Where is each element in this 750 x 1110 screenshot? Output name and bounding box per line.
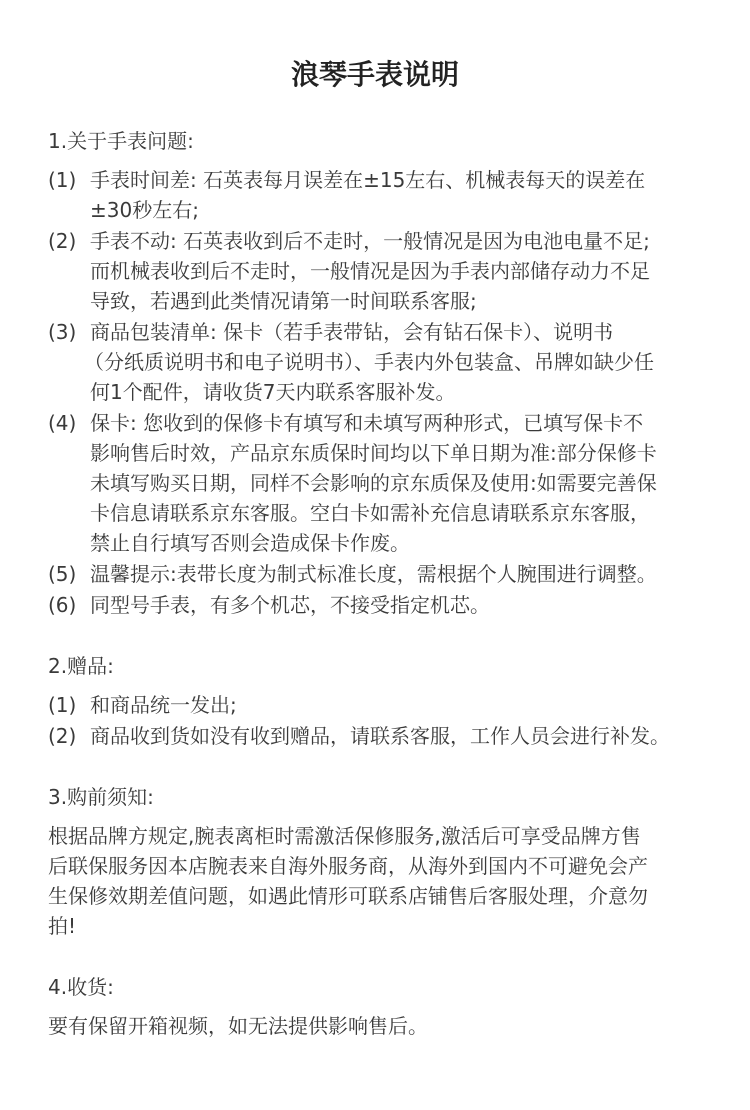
item-text: 手表不动: 石英表收到后不走时，一般情况是因为电池电量不足; — [90, 229, 650, 253]
section-heading-gifts: 2.赠品: — [48, 654, 114, 678]
item-text: 温馨提示:表带长度为制式标准长度，需根据个人腕围进行调整。 — [90, 562, 657, 586]
item-text-continued: 未填写购买日期，同样不会影响的京东质保及使用:如需要完善保 — [90, 471, 657, 495]
item-number: (3) — [48, 320, 77, 344]
list-item — [48, 590, 708, 620]
item-text: 和商品统一发出; — [90, 693, 237, 717]
page-title: 浪琴手表说明 — [290, 58, 459, 91]
list-item — [48, 559, 708, 589]
list-item — [48, 226, 708, 256]
item-text: 商品包装清单: 保卡（若手表带钻，会有钻石保卡）、说明书 — [90, 320, 614, 344]
item-text: 手表时间差: 石英表每月误差在±15左右、机械表每天的误差在 — [90, 168, 646, 192]
section-heading-watch-issues: 1.关于手表问题: — [48, 129, 194, 153]
item-text-continued: （分纸质说明书和电子说明书）、手表内外包装盒、吊牌如缺少任 — [84, 350, 654, 374]
item-number: (4) — [48, 411, 77, 435]
item-text-continued: 禁止自行填写否则会造成保卡作废。 — [90, 531, 410, 555]
item-number: (6) — [48, 593, 77, 617]
item-number: (1) — [48, 693, 77, 717]
item-text-continued: 影响售后时效，产品京东质保时间均以下单日期为准:部分保修卡 — [90, 441, 657, 465]
paragraph-line: 根据品牌方规定,腕表离柜时需激活保修服务,激活后可享受品牌方售 — [48, 824, 641, 848]
item-text-continued: ±30秒左右; — [90, 198, 199, 222]
list-item — [48, 690, 708, 720]
paragraph-line: 生保修效期差值问题，如遇此情形可联系店铺售后客服处理，介意勿 — [48, 884, 648, 908]
item-number: (5) — [48, 562, 77, 586]
item-text: 同型号手表，有多个机芯，不接受指定机芯。 — [90, 593, 490, 617]
list-item — [48, 165, 708, 195]
paragraph-line: 后联保服务因本店腕表来自海外服务商，从海外到国内不可避免会产 — [48, 854, 648, 878]
item-text-continued: 卡信息请联系京东客服。空白卡如需补充信息请联系京东客服， — [90, 501, 650, 525]
paragraph-line: 要有保留开箱视频，如无法提供影响售后。 — [48, 1014, 428, 1038]
item-number: (2) — [48, 724, 77, 748]
section-heading-purchase-notice: 3.购前须知: — [48, 785, 154, 809]
list-item — [48, 721, 708, 751]
item-text: 商品收到货如没有收到赠品，请联系客服，工作人员会进行补发。 — [90, 724, 670, 748]
section-heading-receiving: 4.收货: — [48, 975, 114, 999]
item-text-continued: 而机械表收到后不走时，一般情况是因为手表内部储存动力不足 — [90, 259, 650, 283]
item-text-continued: 何1个配件，请收货7天内联系客服补发。 — [90, 380, 456, 404]
list-item — [48, 408, 708, 438]
list-item — [48, 317, 708, 347]
item-text: 保卡: 您收到的保修卡有填写和未填写两种形式，已填写保卡不 — [90, 411, 644, 435]
paragraph-line: 拍! — [48, 914, 77, 938]
item-number: (2) — [48, 229, 77, 253]
item-text-continued: 导致，若遇到此类情况请第一时间联系客服; — [90, 289, 477, 313]
item-number: (1) — [48, 168, 77, 192]
